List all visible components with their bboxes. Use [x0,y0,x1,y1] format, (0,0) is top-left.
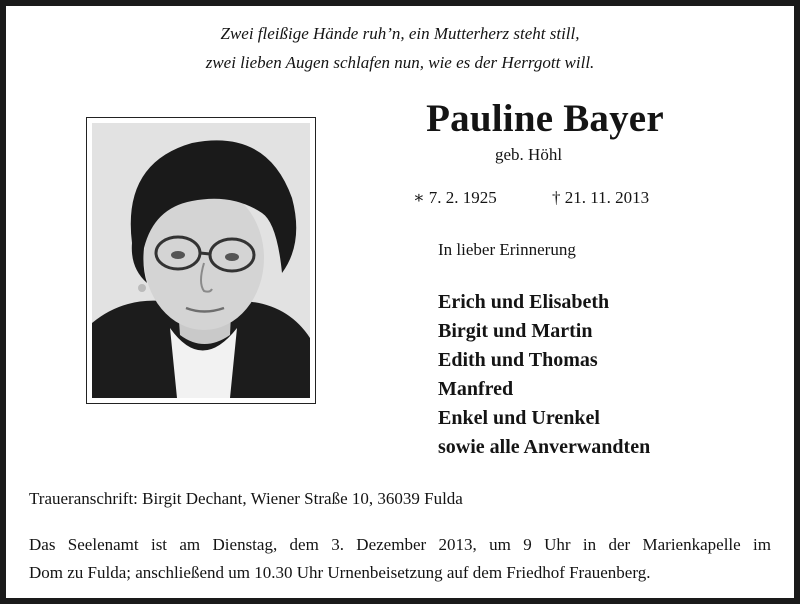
death-date: † 21. 11. 2013 [552,188,650,207]
mourners-list [438,289,650,463]
portrait-photo [92,123,310,398]
mourner-item: sowie alle Anverwandten [438,436,651,458]
mourning-address: Traueranschrift: Birgit Dechant, Wiener Straße 10, 36039 Fulda [29,489,463,508]
service-line-2: Dom zu Fulda; anschließend um 10.30 Uhr Urnenbeisetzung auf dem Friedhof Frauenberg. [29,563,651,582]
memory-line: In lieber Erinnerung [438,240,576,259]
mourner-item: Manfred [438,378,514,400]
maiden-name: geb. Höhl [495,145,563,164]
service-line-1: Das Seelenamt ist am Dienstag, dem 3. Dezember 2013, um 9 Uhr in der Marienkapelle im [29,535,771,554]
deceased-name: Pauline Bayer [426,97,664,140]
mourner-item: Erich und Elisabeth [438,291,610,313]
poem-line-1: Zwei fleißige Hände ruh’n, ein Mutterherz steht still, [220,24,580,43]
mourner-item: Enkel und Urenkel [438,407,600,429]
mourner-item: Birgit und Martin [438,320,593,342]
mourner-item: Edith und Thomas [438,349,598,371]
birth-date: ∗ 7. 2. 1925 [413,188,497,207]
poem-line-2: zwei lieben Augen schlafen nun, wie es der Herrgott will. [205,53,595,72]
portrait-frame [86,117,316,404]
service-notice [29,531,771,587]
portrait-illustration [92,123,310,398]
